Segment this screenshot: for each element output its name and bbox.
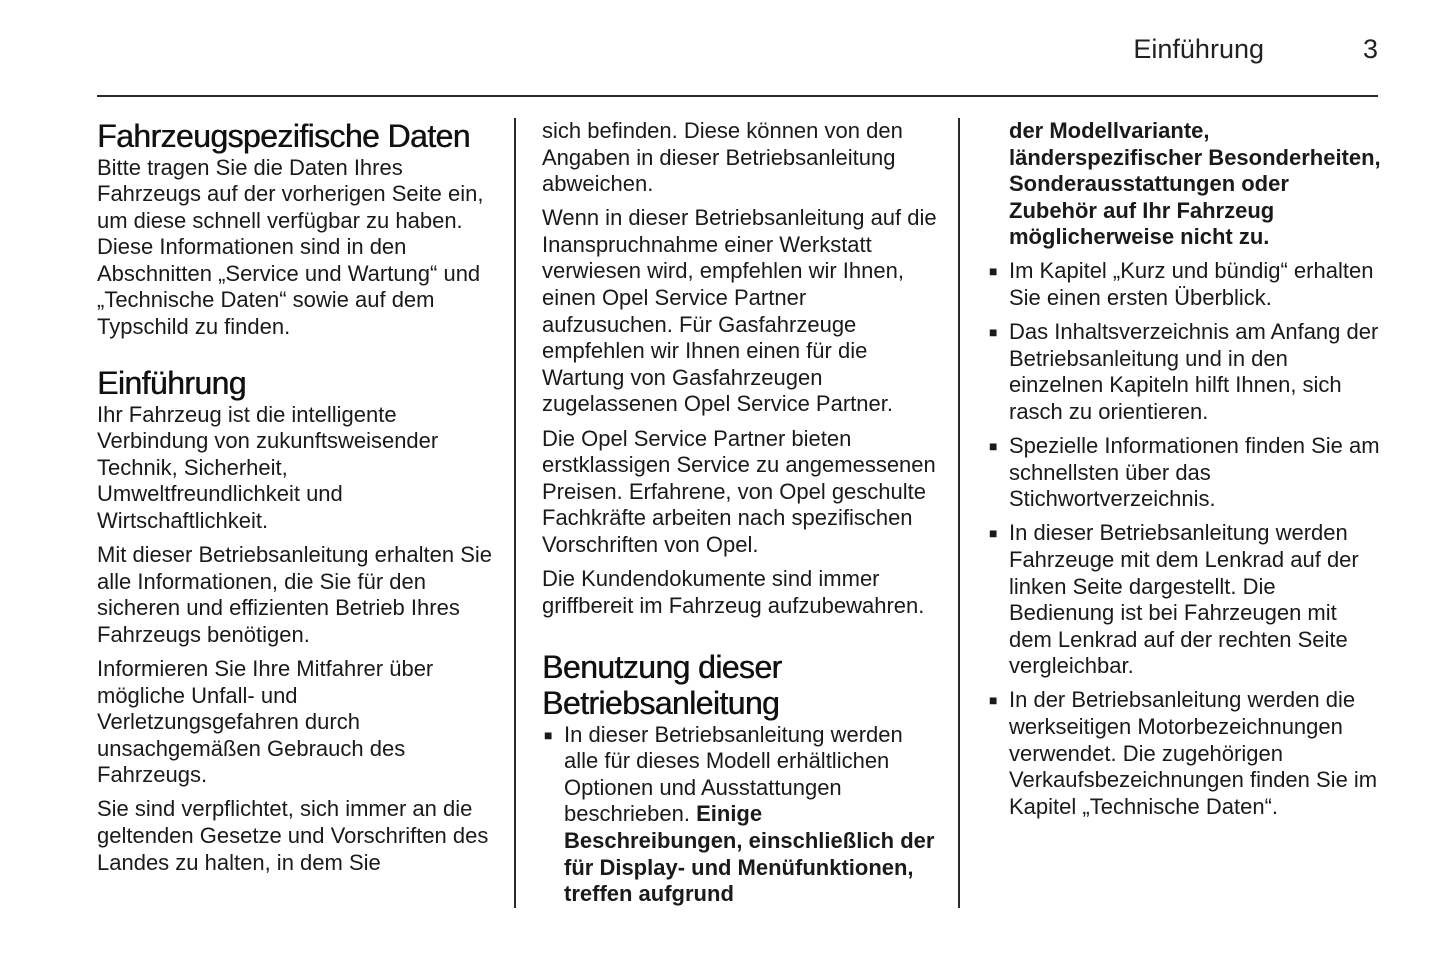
column-divider-1 — [514, 118, 516, 908]
paragraph: Informieren Sie Ihre Mitfahrer über mögliche Unfall- und Verletzungsgefahren durch unsachgemäßen Gebrauch des Fahrzeugs. — [97, 656, 434, 788]
list-item: ■ In der Betriebsanleitung werden die werkseitigen Motorbezeichnungen verwendet. Die zugehörigen Verkaufsbezeichnungen finden Sie im Kapitel „Technische Daten“. — [987, 687, 1382, 820]
bullet-text-bold: der Modellvariante, länderspezifischer Besonderheiten, Sonderausstattungen oder Zubehör auf Ihr Fahrzeug möglicherweise nicht zu. — [1009, 118, 1381, 250]
paragraph: Ihr Fahrzeug ist die intelligente Verbindung von zukunftsweisender Technik, Sicherheit, Umweltfreundlichkeit und Wirtschaftlichkeit. — [97, 401, 439, 534]
paragraph: Sie sind verpflichtet, sich immer an die geltenden Gesetze und Vorschriften des Landes zu halten, in dem Sie — [97, 796, 489, 875]
list-item: ■ Im Kapitel „Kurz und bündig“ erhalten Sie einen ersten Überblick. — [987, 258, 1382, 311]
bullet-text-bold: Einige Beschreibungen, einschließlich der für Display- und Menüfunktionen, treffen aufgrund — [564, 801, 935, 907]
column-2 — [542, 118, 937, 915]
page-number: 3 — [1362, 34, 1378, 64]
section-heading-introduction: Einführung — [97, 365, 246, 402]
paragraph: Wenn in dieser Betriebsanleitung auf die Inanspruchnahme einer Werkstatt verwiesen wird, empfehlen wir Ihnen, einen Opel Service Partner aufzusuchen. Für Gasfahrzeuge empfehlen wir Ihnen einen für die Wartung von Gasfahrzeugen zugelassenen Opel Service Partner. — [542, 205, 937, 417]
column-divider-2 — [958, 118, 960, 908]
bullet-text: In dieser Betriebsanleitung werden alle für dieses Modell erhältlichen Optionen und Ausstattungen beschrieben. — [564, 721, 903, 827]
bullet-list — [542, 722, 937, 908]
list-item: ■ In dieser Betriebsanleitung werden Fahrzeuge mit dem Lenkrad auf der linken Seite dargestellt. Die Bedienung ist bei Fahrzeugen mit dem Lenkrad auf der rechten Seite vergleichbar. — [987, 520, 1382, 680]
continuation-paragraph — [987, 118, 1382, 251]
section-heading-vehicle-data: Fahrzeugspezifische Daten — [97, 118, 470, 154]
paragraph: sich befinden. Diese können von den Angaben in dieser Betriebsanleitung abweichen. — [542, 118, 903, 197]
column-3 — [987, 118, 1382, 828]
list-item — [542, 722, 937, 908]
header-rule — [97, 95, 1378, 97]
paragraph: Bitte tragen Sie die Daten Ihres Fahrzeugs auf der vorherigen Seite ein, um diese schnell verfügbar zu haben. Diese Informationen sind in den Abschnitten „Service und Wartung“ und „Technische Daten“ sowie auf dem Typschild zu finden. — [97, 154, 484, 340]
section-heading-using-manual: Benutzung dieser Betriebsanleitung — [542, 648, 782, 722]
paragraph: Mit dieser Betriebsanleitung erhalten Sie alle Informationen, die Sie für den sicheren und effizienten Betrieb Ihres Fahrzeugs benötigen. — [97, 542, 493, 647]
running-header-title: Einführung — [1133, 34, 1264, 64]
paragraph: Die Kundendokumente sind immer griffbereit im Fahrzeug aufzubewahren. — [542, 566, 925, 618]
bullet-list — [987, 258, 1382, 820]
column-1 — [97, 118, 493, 884]
list-item: ■ Spezielle Informationen finden Sie am schnellsten über das Stichwortverzeichnis. — [987, 433, 1382, 513]
paragraph: Die Opel Service Partner bieten erstklassigen Service zu angemessenen Preisen. Erfahrene, von Opel geschulte Fachkräfte arbeiten nach spezifischen Vorschriften von Opel. — [542, 425, 936, 557]
list-item: ■ Das Inhaltsverzeichnis am Anfang der Betriebsanleitung und in den einzelnen Kapiteln hilft Ihnen, sich rasch zu orientieren. — [987, 319, 1382, 425]
